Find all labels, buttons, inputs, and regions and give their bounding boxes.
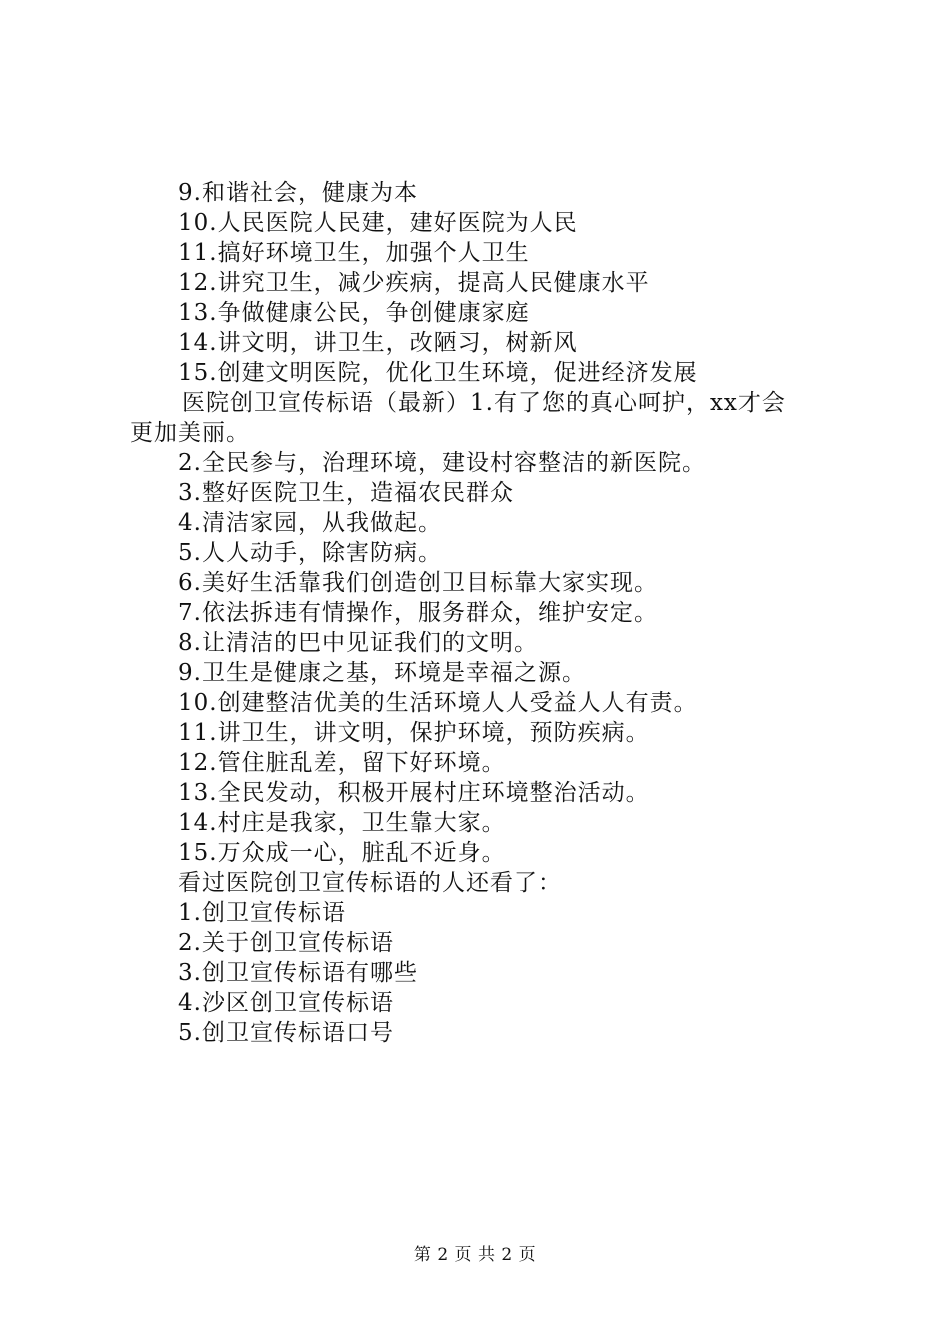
text-line: 9.和谐社会，健康为本	[178, 180, 418, 206]
text-line: 2.全民参与，治理环境，建设村容整洁的新医院。	[178, 450, 706, 476]
text-line: 9.卫生是健康之基，环境是幸福之源。	[178, 660, 586, 686]
text-line: 11.讲卫生，讲文明，保护环境，预防疾病。	[178, 720, 650, 746]
text-line: 5.人人动手，除害防病。	[178, 540, 442, 566]
text-line-continuation: 更加美丽。	[130, 420, 250, 446]
text-line: 14.村庄是我家，卫生靠大家。	[178, 810, 506, 836]
page-footer: 第 2 页 共 2 页	[413, 1245, 537, 1265]
text-line: 12.管住脏乱差，留下好环境。	[178, 750, 506, 776]
text-line: 12.讲究卫生，减少疾病，提高人民健康水平	[178, 270, 650, 296]
related-heading: 看过医院创卫宣传标语的人还看了：	[178, 870, 562, 896]
text-line: 15.创建文明医院，优化卫生环境，促进经济发展	[178, 360, 698, 386]
text-line: 11.搞好环境卫生，加强个人卫生	[178, 240, 530, 266]
text-line: 6.美好生活靠我们创造创卫目标靠大家实现。	[178, 570, 658, 596]
text-line: 13.争做健康公民，争创健康家庭	[178, 300, 530, 326]
related-link[interactable]: 5.创卫宣传标语口号	[178, 1020, 394, 1046]
document-body	[0, 178, 950, 1048]
text-line: 14.讲文明，讲卫生，改陋习，树新风	[178, 330, 578, 356]
text-line: 3.整好医院卫生，造福农民群众	[178, 480, 514, 506]
related-link[interactable]: 4.沙区创卫宣传标语	[178, 990, 394, 1016]
text-line: 10.创建整洁优美的生活环境人人受益人人有责。	[178, 690, 698, 716]
text-line: 4.清洁家园，从我做起。	[178, 510, 442, 536]
text-line: 8.让清洁的巴中见证我们的文明。	[178, 630, 538, 656]
related-link[interactable]: 3.创卫宣传标语有哪些	[178, 960, 418, 986]
related-link[interactable]: 2.关于创卫宣传标语	[178, 930, 394, 956]
text-line: 13.全民发动，积极开展村庄环境整治活动。	[178, 780, 650, 806]
text-line: 10.人民医院人民建，建好医院为人民	[178, 210, 578, 236]
related-link[interactable]: 1.创卫宣传标语	[178, 900, 346, 926]
text-line: 15.万众成一心，脏乱不近身。	[178, 840, 506, 866]
section-heading-line: 医院创卫宣传标语（最新）1.有了您的真心呵护，xx才会	[182, 390, 786, 416]
text-line: 7.依法拆违有情操作，服务群众，维护安定。	[178, 600, 658, 626]
